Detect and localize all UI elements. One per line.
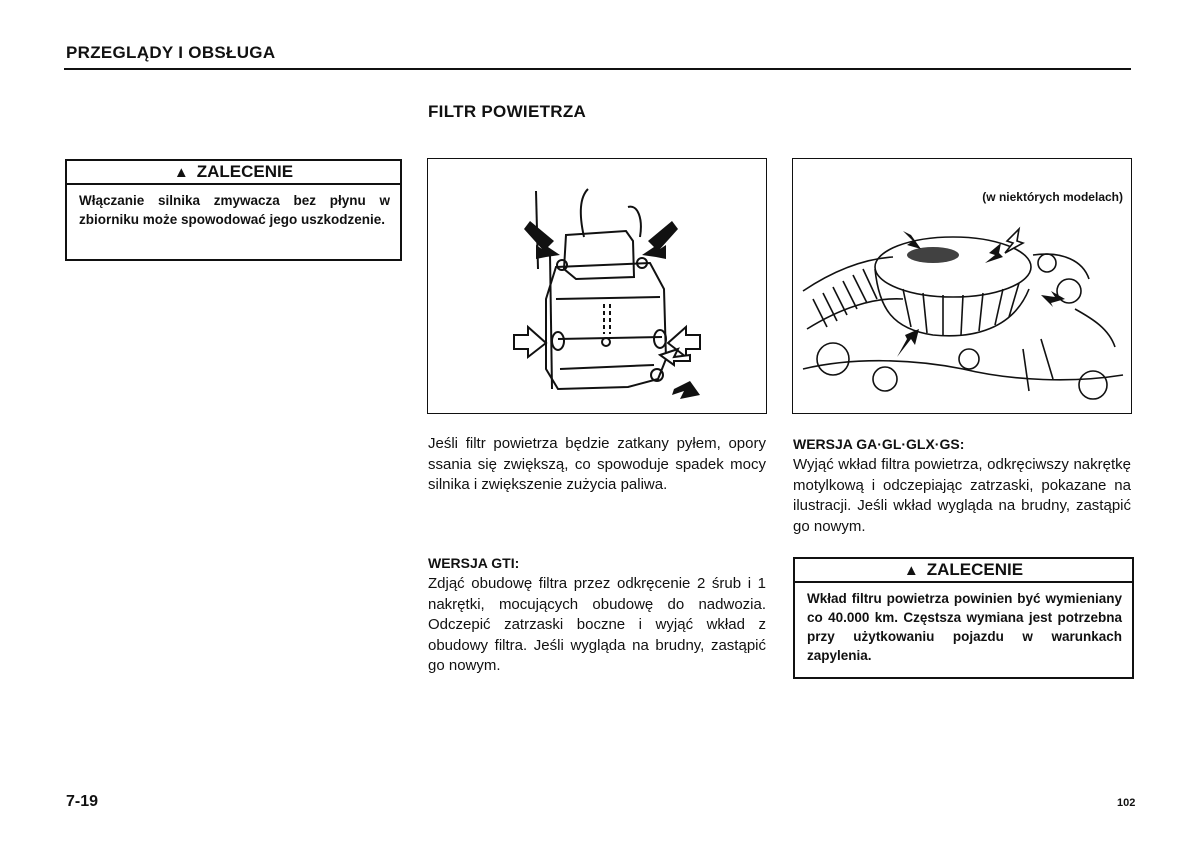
warning-triangle-icon: ▲ xyxy=(173,164,189,181)
warning-label: ZALECENIE xyxy=(926,560,1024,579)
warning-box-right xyxy=(793,557,1134,679)
warning-triangle-icon: ▲ xyxy=(903,562,919,579)
figure-caption: (w niektórych modelach) xyxy=(982,190,1123,204)
warning-box-left xyxy=(65,159,402,261)
air-filter-housing-drawing xyxy=(428,159,766,413)
header-rule xyxy=(64,68,1131,70)
figure-gti-air-filter xyxy=(427,158,767,414)
ga-heading: WERSJA GA·GL·GLX·GS: xyxy=(793,436,965,452)
intro-paragraph: Jeśli filtr powietrza będzie zatkany pyłem, opory ssania się zwiększą, co spowoduje spadek mocy silnika i zwiększenie zużycia paliwa. xyxy=(428,435,766,493)
warning-text: Wkład filtru powietrza powinien być wymieniany co 40.000 km. Częstsza wymiana jest potrzebna przy użytkowaniu pojazdu w warunkach zapylenia. xyxy=(807,591,1122,663)
header-title: PRZEGLĄDY I OBSŁUGA xyxy=(66,43,276,62)
warning-header xyxy=(67,161,400,185)
ga-paragraph: Wyjąć wkład filtra powietrza, odkręciwszy nakrętkę motylkową i odczepiając zatrzaski, pokazane na ilustracji. Jeśli wkład wygląda na brudny, zastąpić go nowym. xyxy=(793,456,1131,535)
warning-header xyxy=(795,559,1132,583)
gti-heading: WERSJA GTI: xyxy=(428,555,520,571)
page-number: 102 xyxy=(1117,797,1136,809)
section-title: FILTR POWIETRZA xyxy=(428,102,587,121)
page-code: 7-19 xyxy=(66,793,99,810)
warning-label: ZALECENIE xyxy=(196,162,294,181)
engine-air-cleaner-drawing xyxy=(793,159,1131,413)
gti-paragraph: Zdjąć obudowę filtra przez odkręcenie 2 śrub i 1 nakrętki, mocujących obudowę do nadwozia. Odczepić zatrzaski boczne i wyjąć wkład z obudowy filtra. Jeśli wygląda na brudny, zastąpić go nowym. xyxy=(428,575,766,674)
figure-other-models-air-filter xyxy=(792,158,1132,414)
warning-text: Włączanie silnika zmywacza bez płynu w zbiorniku może spowodować jego uszkodzenie. xyxy=(79,193,390,227)
